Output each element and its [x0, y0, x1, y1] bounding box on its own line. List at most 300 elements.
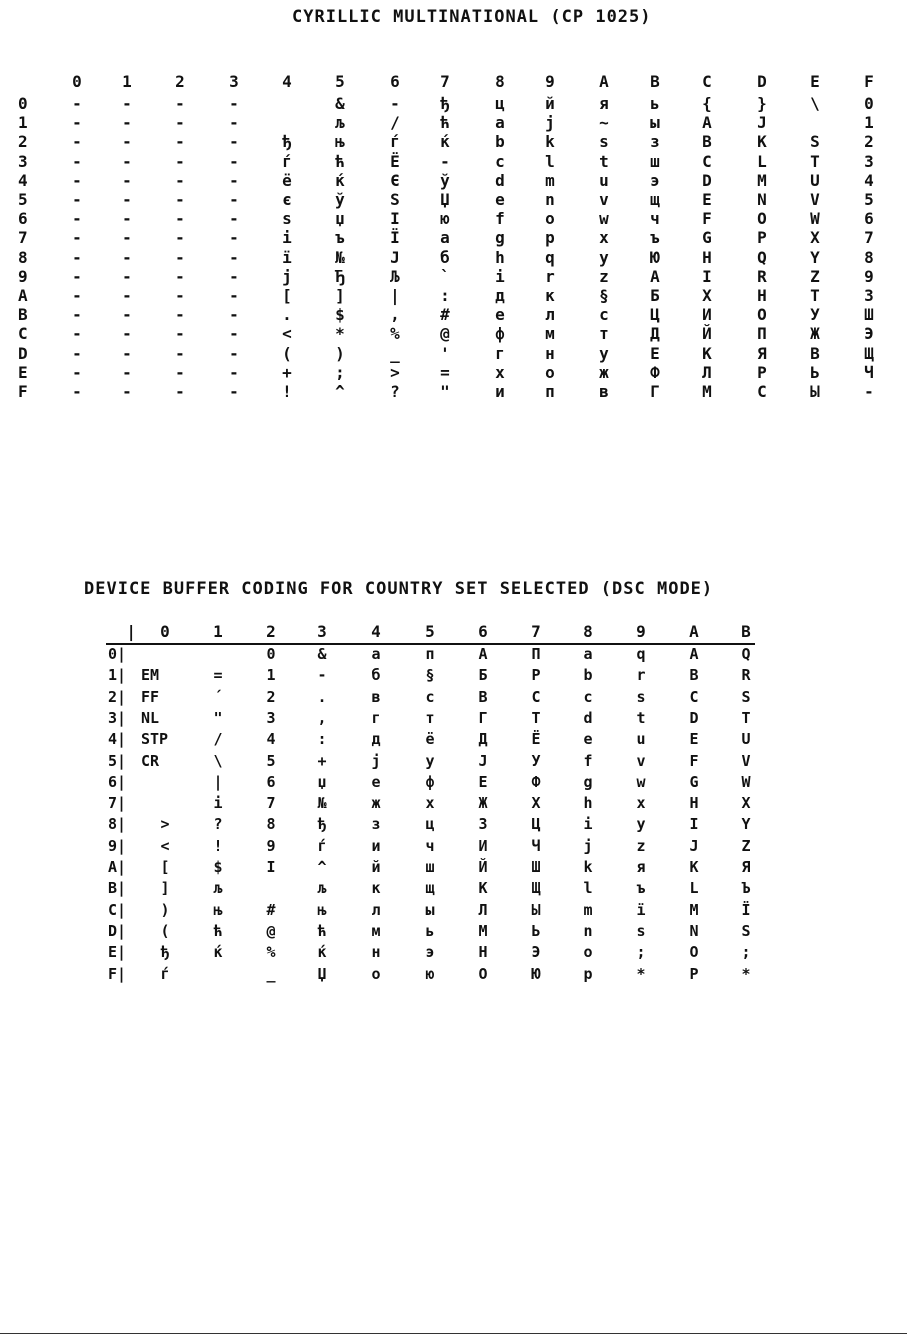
code-cell: - — [175, 286, 185, 305]
code-cell: Љ — [390, 266, 400, 286]
code-cell: NL — [141, 708, 160, 727]
code-cell: - — [175, 362, 185, 382]
code-cell: - — [72, 190, 82, 209]
code-cell: - — [229, 170, 239, 190]
row-header: 7 — [18, 228, 28, 248]
code-cell: v — [599, 190, 609, 209]
code-cell: Н — [757, 286, 767, 305]
code-cell: K — [689, 858, 699, 876]
row-header: 6| — [108, 772, 127, 791]
code-cell: S — [741, 687, 751, 706]
code-cell: г — [495, 343, 505, 363]
code-cell: - — [229, 209, 239, 229]
code-cell: Г — [478, 708, 488, 727]
code-cell: ( — [282, 343, 292, 363]
code-cell: ў — [335, 190, 345, 209]
row-header: 8 — [18, 247, 28, 267]
code-cell: з — [650, 132, 660, 152]
code-cell: џ — [317, 772, 327, 791]
code-cell: ф — [495, 324, 505, 344]
code-cell: X — [702, 286, 712, 305]
row-header: 6 — [18, 209, 28, 229]
col-header: 1 — [213, 622, 223, 641]
code-cell: ' — [440, 343, 450, 363]
col-header: 6 — [478, 622, 488, 641]
code-cell: I — [390, 209, 400, 229]
code-cell: p — [583, 964, 593, 983]
code-cell: з — [371, 815, 381, 834]
page-footer-rule — [0, 1333, 907, 1334]
code-cell: ж — [599, 362, 609, 382]
row-header: F — [18, 382, 28, 401]
code-cell: - — [229, 362, 239, 382]
col-header: 5 — [335, 72, 345, 91]
code-cell: " — [440, 382, 450, 401]
code-cell: э — [650, 170, 660, 190]
code-cell: - — [229, 266, 239, 286]
col-header: 8 — [495, 72, 505, 91]
code-cell: Ш — [531, 858, 541, 876]
code-cell: M — [689, 900, 699, 919]
code-cell: * — [335, 324, 345, 344]
code-cell: : — [440, 286, 450, 305]
code-cell: - — [175, 94, 185, 113]
code-cell: _ — [266, 964, 276, 983]
code-cell: ќ — [440, 132, 450, 152]
code-cell: Г — [650, 382, 660, 401]
code-cell: F — [702, 209, 712, 229]
code-cell: ћ — [335, 151, 345, 171]
col-header: 5 — [425, 622, 435, 641]
code-cell: Q — [757, 247, 767, 267]
code-cell: ї — [636, 900, 646, 919]
code-cell: Ч — [864, 362, 874, 382]
col-header: D — [757, 72, 767, 91]
code-cell: о — [371, 964, 381, 983]
code-cell: њ — [213, 900, 223, 919]
code-cell: ж — [371, 794, 381, 813]
code-cell: d — [495, 170, 505, 190]
code-cell: П — [531, 645, 541, 663]
code-cell: - — [122, 343, 132, 363]
code-cell: - — [122, 170, 132, 190]
code-cell: o — [583, 943, 593, 962]
code-cell: к — [545, 286, 555, 305]
code-cell: Ё — [531, 730, 541, 749]
code-cell: е — [495, 305, 505, 325]
code-cell: i — [583, 815, 593, 834]
code-cell: - — [72, 266, 82, 286]
code-cell: < — [282, 324, 292, 344]
code-cell: ъ — [650, 228, 660, 248]
code-cell: l — [545, 151, 555, 171]
code-cell: - — [72, 382, 82, 401]
code-cell: n — [583, 921, 593, 940]
code-cell: ! — [282, 382, 292, 401]
code-cell: T — [741, 708, 751, 727]
code-cell: D — [689, 708, 699, 727]
code-cell: @ — [266, 921, 276, 940]
code-cell: 8 — [864, 247, 874, 267]
code-cell: Ю — [650, 247, 660, 267]
code-cell: a — [495, 113, 505, 133]
code-cell: I — [266, 858, 276, 876]
code-cell: W — [741, 772, 751, 791]
code-cell: Q — [741, 645, 751, 663]
code-cell: - — [122, 94, 132, 113]
code-cell: - — [122, 286, 132, 305]
row-header: 0| — [108, 645, 127, 663]
code-cell: : — [317, 730, 327, 749]
code-cell: У — [531, 751, 541, 770]
code-cell: ч — [425, 836, 435, 855]
code-cell: ђ — [440, 94, 450, 113]
code-cell: - — [72, 324, 82, 344]
code-cell: В — [478, 687, 488, 706]
code-cell: Ф — [531, 772, 541, 791]
code-cell: H — [689, 794, 699, 813]
code-cell: а — [371, 645, 381, 663]
code-cell: ; — [741, 943, 751, 962]
row-header: 4 — [18, 170, 28, 190]
code-cell: * — [741, 964, 751, 983]
code-cell: й — [545, 94, 555, 113]
code-cell: c — [495, 151, 505, 171]
row-header: 0 — [18, 94, 28, 113]
code-cell: D — [702, 170, 712, 190]
code-cell: О — [757, 305, 767, 325]
code-cell: 1 — [266, 666, 276, 685]
code-cell: Џ — [440, 190, 450, 209]
code-cell: ђ — [317, 815, 327, 834]
code-cell: V — [741, 751, 751, 770]
code-cell: b — [583, 666, 593, 685]
code-cell: r — [545, 266, 555, 286]
code-cell: e — [583, 730, 593, 749]
code-cell: - — [175, 266, 185, 286]
code-cell: - — [175, 343, 185, 363]
code-cell: I — [689, 815, 699, 834]
code-cell: Ь — [531, 921, 541, 940]
code-cell: l — [583, 879, 593, 898]
code-cell: 4 — [864, 170, 874, 190]
code-cell: - — [229, 228, 239, 248]
code-cell: и — [371, 836, 381, 855]
code-cell: a — [583, 645, 593, 663]
code-cell: г — [371, 708, 381, 727]
code-cell: џ — [335, 209, 345, 229]
code-cell: Z — [810, 266, 820, 286]
title-dsc-mode: DEVICE BUFFER CODING FOR COUNTRY SET SELECTED (DSC MODE) — [84, 579, 714, 599]
code-cell: L — [689, 879, 699, 898]
code-cell: | — [390, 286, 400, 305]
code-cell: п — [425, 645, 435, 663]
code-cell: ´ — [213, 687, 223, 706]
code-cell: & — [317, 645, 327, 663]
code-cell: A — [650, 266, 660, 286]
code-cell: ь — [650, 94, 660, 113]
code-cell: х — [495, 362, 505, 382]
code-cell: s — [282, 209, 292, 229]
code-cell: Л — [478, 900, 488, 919]
code-cell: G — [689, 772, 699, 791]
code-cell: С — [757, 382, 767, 401]
code-cell: } — [757, 94, 767, 113]
code-cell: w — [636, 772, 646, 791]
code-cell: . — [317, 687, 327, 706]
code-cell: ш — [425, 858, 435, 876]
code-cell: c — [583, 687, 593, 706]
code-cell: y — [636, 815, 646, 834]
code-cell: - — [229, 94, 239, 113]
code-cell: x — [636, 794, 646, 813]
code-cell: g — [495, 228, 505, 248]
code-cell: - — [175, 113, 185, 133]
code-cell: Я — [741, 858, 751, 876]
code-cell: Y — [810, 247, 820, 267]
code-cell: ђ — [282, 132, 292, 152]
row-header: 1| — [108, 666, 127, 685]
row-header: B| — [108, 879, 127, 898]
code-cell: - — [122, 305, 132, 325]
code-cell: - — [175, 324, 185, 344]
code-cell: * — [636, 964, 646, 983]
code-cell: - — [229, 305, 239, 325]
code-cell: Л — [702, 362, 712, 382]
code-cell: - — [229, 113, 239, 133]
code-cell: М — [478, 921, 488, 940]
code-cell: K — [757, 132, 767, 152]
code-cell: - — [72, 209, 82, 229]
code-cell: I — [702, 266, 712, 286]
code-cell: - — [122, 266, 132, 286]
code-cell: x — [599, 228, 609, 248]
code-cell: Ж — [810, 324, 820, 344]
code-cell: ќ — [317, 943, 327, 962]
code-cell: 5 — [266, 751, 276, 770]
code-cell: 6 — [864, 209, 874, 229]
code-cell: - — [122, 190, 132, 209]
col-header: 3 — [317, 622, 327, 641]
code-cell: 4 — [266, 730, 276, 749]
code-cell: Б — [478, 666, 488, 685]
code-cell: i — [495, 266, 505, 286]
code-cell: д — [495, 286, 505, 305]
code-cell: ? — [390, 382, 400, 401]
code-cell: § — [599, 286, 609, 305]
code-cell: / — [213, 730, 223, 749]
code-cell: ш — [650, 151, 660, 171]
code-cell: ќ — [213, 943, 223, 962]
code-cell: ћ — [213, 921, 223, 940]
code-cell: ў — [440, 170, 450, 190]
code-cell: ^ — [335, 382, 345, 401]
code-cell: STP — [141, 730, 169, 749]
code-cell: T — [810, 151, 820, 171]
row-header: A| — [108, 858, 127, 876]
code-cell: - — [72, 228, 82, 248]
code-cell: Ж — [478, 794, 488, 813]
code-cell: я — [599, 94, 609, 113]
code-cell: j — [545, 113, 555, 133]
code-cell: ќ — [335, 170, 345, 190]
code-cell: p — [545, 228, 555, 248]
code-cell: [ — [282, 286, 292, 305]
code-cell: s — [636, 921, 646, 940]
code-cell: н — [371, 943, 381, 962]
code-cell: - — [72, 151, 82, 171]
code-cell: Й — [702, 324, 712, 344]
code-cell: t — [636, 708, 646, 727]
row-header: 2 — [18, 132, 28, 152]
code-cell: 3 — [266, 708, 276, 727]
code-cell: п — [545, 382, 555, 401]
col-header: A — [599, 72, 609, 91]
code-cell: - — [229, 190, 239, 209]
row-header: 7| — [108, 794, 127, 813]
code-cell: ђ — [160, 943, 170, 962]
code-cell: - — [122, 324, 132, 344]
code-cell: h — [583, 794, 593, 813]
code-cell: - — [122, 362, 132, 382]
code-cell: i — [213, 794, 223, 813]
code-cell: 2 — [864, 132, 874, 152]
code-cell: O — [689, 943, 699, 962]
code-cell: A — [702, 113, 712, 133]
col-header: 9 — [636, 622, 646, 641]
code-cell: 7 — [266, 794, 276, 813]
code-cell: , — [317, 708, 327, 727]
code-cell: B — [689, 666, 699, 685]
code-cell: - — [229, 382, 239, 401]
code-cell: d — [583, 708, 593, 727]
col-header: C — [702, 72, 712, 91]
code-cell: f — [495, 209, 505, 229]
code-cell: т — [599, 324, 609, 344]
code-cell: ц — [495, 94, 505, 113]
code-cell: ї — [282, 247, 292, 267]
code-cell: S — [810, 132, 820, 152]
code-cell: Й — [478, 858, 488, 876]
row-header: 4| — [108, 730, 127, 749]
code-cell: § — [425, 666, 435, 685]
code-cell: C — [702, 151, 712, 171]
code-cell: \ — [810, 94, 820, 113]
code-cell: у — [425, 751, 435, 770]
code-cell: т — [425, 708, 435, 727]
code-cell: N — [757, 190, 767, 209]
code-cell: 0 — [266, 645, 276, 663]
col-header: 0 — [72, 72, 82, 91]
code-cell: ю — [440, 209, 450, 229]
code-cell: Ы — [810, 382, 820, 401]
code-cell: ! — [213, 836, 223, 855]
code-cell: 5 — [864, 190, 874, 209]
code-cell: h — [495, 247, 505, 267]
code-cell: И — [702, 305, 712, 325]
code-cell: - — [175, 151, 185, 171]
code-cell: Ъ — [741, 879, 751, 898]
code-cell: J — [478, 751, 488, 770]
code-cell: t — [599, 151, 609, 171]
code-cell: s — [599, 132, 609, 152]
code-cell: № — [317, 794, 327, 813]
row-header: 9 — [18, 266, 28, 286]
code-cell: 6 — [266, 772, 276, 791]
code-cell: ё — [425, 730, 435, 749]
col-header: E — [810, 72, 820, 91]
code-cell: Э — [531, 943, 541, 962]
row-header: 5 — [18, 190, 28, 209]
code-cell: - — [864, 382, 874, 401]
col-header: 3 — [229, 72, 239, 91]
row-header: F| — [108, 964, 127, 983]
code-cell: X — [810, 228, 820, 248]
code-cell: @ — [440, 324, 450, 344]
code-cell: r — [636, 666, 646, 685]
code-cell: V — [810, 190, 820, 209]
code-cell: 2 — [266, 687, 276, 706]
code-cell: F — [689, 751, 699, 770]
code-cell: ( — [160, 921, 170, 940]
code-cell: _ — [390, 343, 400, 363]
code-cell: 8 — [266, 815, 276, 834]
code-cell: < — [160, 836, 170, 855]
code-cell: ъ — [636, 879, 646, 898]
code-cell: Б — [650, 286, 660, 305]
row-header: 5| — [108, 751, 127, 770]
col-header: 2 — [266, 622, 276, 641]
code-cell: ^ — [317, 858, 327, 876]
code-cell: N — [689, 921, 699, 940]
code-cell: и — [495, 382, 505, 401]
code-cell: в — [599, 382, 609, 401]
code-cell: 9 — [266, 836, 276, 855]
code-cell: . — [282, 305, 292, 325]
code-cell: Ц — [531, 815, 541, 834]
code-cell: - — [440, 151, 450, 171]
code-cell: ц — [425, 815, 435, 834]
code-cell: J — [689, 836, 699, 855]
code-cell: n — [545, 190, 555, 209]
code-cell: j — [583, 836, 593, 855]
code-cell: A — [689, 645, 699, 663]
code-cell: " — [213, 708, 223, 727]
code-cell: ѓ — [390, 132, 400, 152]
code-cell: Ё — [390, 151, 400, 171]
code-cell: Ї — [390, 228, 400, 248]
code-cell: S — [390, 190, 400, 209]
row-header: 8| — [108, 815, 127, 834]
col-header: 7 — [440, 72, 450, 91]
code-cell: Е — [650, 343, 660, 363]
code-cell: я — [636, 858, 646, 876]
code-cell: - — [122, 113, 132, 133]
code-cell: 7 — [864, 228, 874, 248]
code-cell: й — [371, 858, 381, 876]
code-cell: L — [757, 151, 767, 171]
code-cell: Є — [390, 170, 400, 190]
code-cell: - — [122, 132, 132, 152]
code-cell: о — [545, 362, 555, 382]
code-cell: Щ — [531, 879, 541, 898]
code-cell: є — [282, 190, 292, 209]
code-cell: у — [599, 343, 609, 363]
row-header: C| — [108, 900, 127, 919]
code-cell: ; — [335, 362, 345, 382]
code-cell: e — [495, 190, 505, 209]
code-cell: М — [702, 382, 712, 401]
